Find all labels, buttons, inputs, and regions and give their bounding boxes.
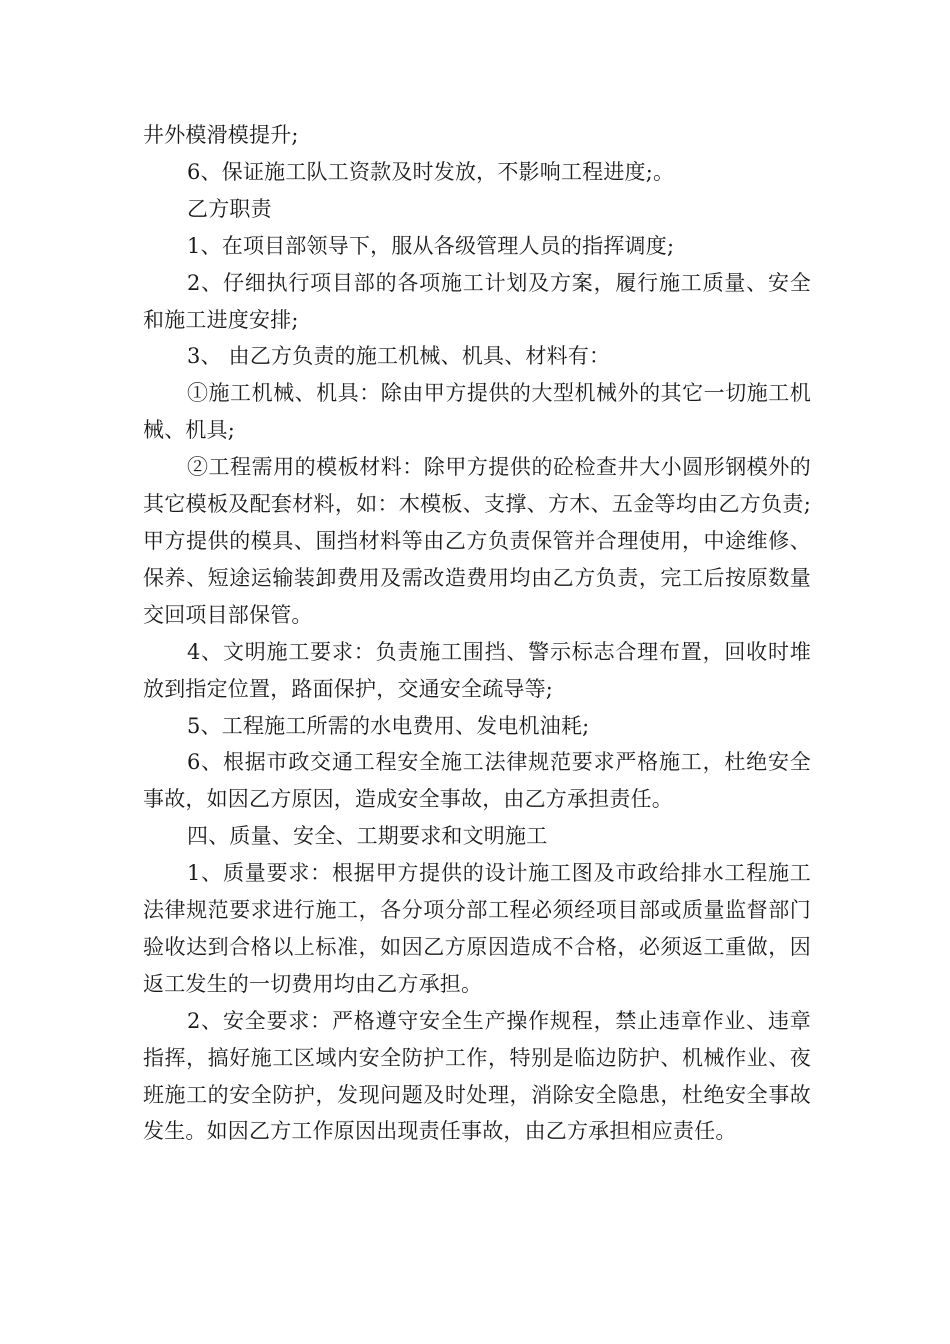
section-heading-party-b-duties: 乙方职责 — [187, 196, 272, 221]
paragraph-quality-requirements: 1、质量要求：根据甲方提供的设计施工图及市政给排水工程施工法律规范要求进行施工，各分项分部工程必须经项目部或质量监督部门验收达到合格以上标准，如因乙方原因造成不合格，必须返工重做，因返工发生的一切费用均由乙方承担。 — [143, 861, 811, 996]
paragraph-item-6-safety-law: 6、根据市政交通工程安全施工法律规范要求严格施工，杜绝安全事故，如因乙方原因，造成安全事故，由乙方承担责任。 — [143, 750, 811, 812]
paragraph-subitem-formwork: ②工程需用的模板材料：除甲方提供的砼检查井大小圆形钢模外的其它模板及配套材料，如：木模板、支撑、方木、五金等均由乙方负责;甲方提供的模具、围挡材料等由乙方负责保管并合理使用，中途维修、保养、短途运输装卸费用及需改造费用均由乙方负责，完工后按原数量交回项目部保管。 — [143, 455, 811, 627]
paragraph-subitem-machinery: ①施工机械、机具：除由甲方提供的大型机械外的其它一切施工机械、机具; — [143, 381, 811, 443]
paragraph-item-5-utilities: 5、工程施工所需的水电费用、发电机油耗; — [187, 713, 590, 738]
paragraph-item-3-equipment: 3、 由乙方负责的施工机械、机具、材料有： — [187, 344, 611, 369]
section-heading-quality-safety: 四、质量、安全、工期要求和文明施工 — [187, 824, 548, 849]
paragraph-item-6-wages: 6、保证施工队工资款及时发放，不影响工程进度;。 — [187, 159, 675, 184]
document-page — [143, 117, 811, 1150]
paragraph-safety-requirements: 2、安全要求：严格遵守安全生产操作规程，禁止违章作业、违章指挥，搞好施工区域内安全防护工作，特别是临边防护、机械作业、夜班施工的安全防护，发现问题及时处理，消除安全隐患，杜绝安全事故发生。如因乙方工作原因出现责任事故，由乙方承担相应责任。 — [143, 1008, 811, 1144]
paragraph-item-1-obey: 1、在项目部领导下，服从各级管理人员的指挥调度; — [187, 233, 675, 258]
paragraph-continued: 井外模滑模提升; — [143, 123, 299, 147]
paragraph-item-2-execute-plan: 2、仔细执行项目部的各项施工计划及方案，履行施工质量、安全和施工进度安排; — [143, 270, 811, 332]
paragraph-item-4-civilized-construction: 4、文明施工要求：负责施工围挡、警示标志合理布置，回收时堆放到指定位置，路面保护，交通安全疏导等; — [143, 639, 811, 701]
